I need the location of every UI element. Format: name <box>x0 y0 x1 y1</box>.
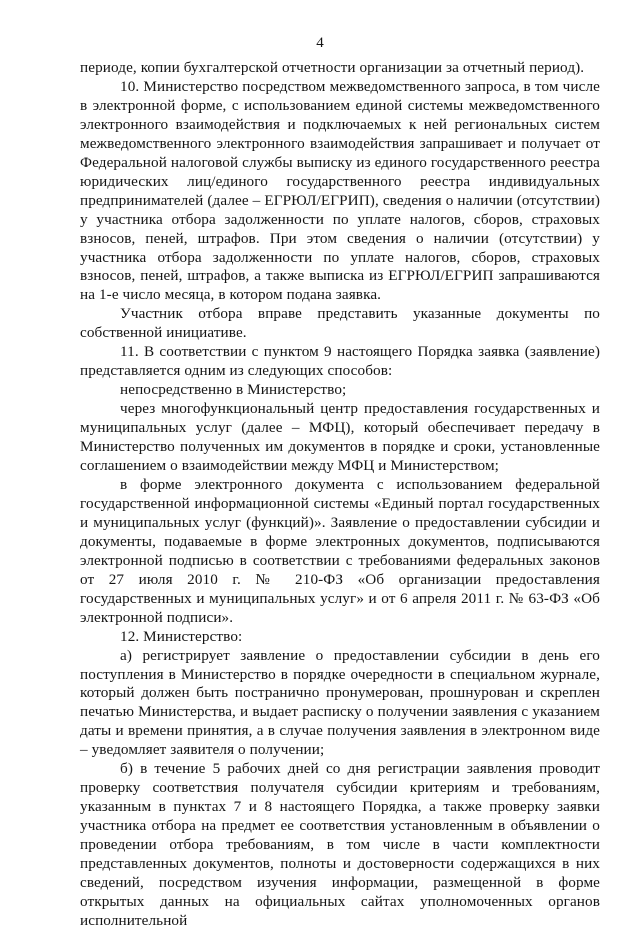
paragraph-10: 10. Министерство посредством межведомственного запроса, в том числе в электронной форме, с использованием единой системы межведомственного электронного взаимодействия и подключаемых к ней региональных систем межведомственного электронного взаимодействия запрашивает и получает от Федеральной налоговой службы выписку из единого государственного реестра юридических лиц/единого государственного реестра индивидуальных предпринимателей (далее – ЕГРЮЛ/ЕГРИП), сведения о наличии (отсутствии) у участника отбора задолженности по уплате налогов, сборов, страховых взносов, пеней, штрафов. При этом сведения о наличии (отсутствии) у участника отбора задолженности по уплате налогов, сборов, страховых взносов, пеней, штрафов, а также выписка из ЕГРЮЛ/ЕГРИП запрашиваются на 1-е число месяца, в котором подана заявка. <box>80 77 600 304</box>
document-body <box>80 59 600 931</box>
paragraph-11: 11. В соответствии с пунктом 9 настоящего Порядка заявка (заявление) представляется одним из следующих способов: <box>80 343 600 380</box>
paragraph-12-a: а) регистрирует заявление о предоставлении субсидии в день его поступления в Министерство в порядке очередности в специальном журнале, который должен быть постранично пронумерован, прошнурован и скреплен печатью Министерства, и выдает расписку о получении заявления с указанием даты и времени принятия, а в случае получения заявления в электронном виде – уведомляет заявителя о получении; <box>80 646 600 759</box>
paragraph-method-direct: непосредственно в Министерство; <box>120 381 347 399</box>
paragraph-participant-right: Участник отбора вправе представить указанные документы по собственной инициативе. <box>80 305 600 342</box>
paragraph-12-b: б) в течение 5 рабочих дней со дня регистрации заявления проводит проверку соответствия получателя субсидии критериям и требованиям, указанным в пунктах 7 и 8 настоящего Порядка, а также проверку заявки участника отбора на предмет ее соответствия установленным в объявлении о проведении отбора требованиям, в том числе в части комплектности представленных документов, полноты и достоверности содержащихся в них сведений, посредством изучения информации, размещенной в форме открытых данных на официальных сайтах уполномоченных органов исполнительной <box>80 760 600 929</box>
paragraph-method-mfc: через многофункциональный центр предоставления государственных и муниципальных услуг (далее – МФЦ), который обеспечивает передачу в Министерство полученных им документов в порядке и сроки, установленные соглашением о взаимодействии между МФЦ и Министерством; <box>80 400 600 475</box>
page-number: 4 <box>316 35 324 51</box>
paragraph-method-electronic: в форме электронного документа с использованием федеральной государственной информационной системы «Единый портал государственных и муниципальных услуг (функций)». Заявление о предоставлении субсидии и документы, подаваемые в форме электронных документов, подписываются электронной подписью в соответствии с требованиями федеральных законов от 27 июля 2010 г. № 210-ФЗ «Об организации предоставления государственных и муниципальных услуг» и от 6 апреля 2011 г. № 63-ФЗ «Об электронной подписи». <box>80 475 600 626</box>
paragraph-continuation: периоде, копии бухгалтерской отчетности организации за отчетный период). <box>80 59 585 76</box>
paragraph-12: 12. Министерство: <box>120 627 243 645</box>
